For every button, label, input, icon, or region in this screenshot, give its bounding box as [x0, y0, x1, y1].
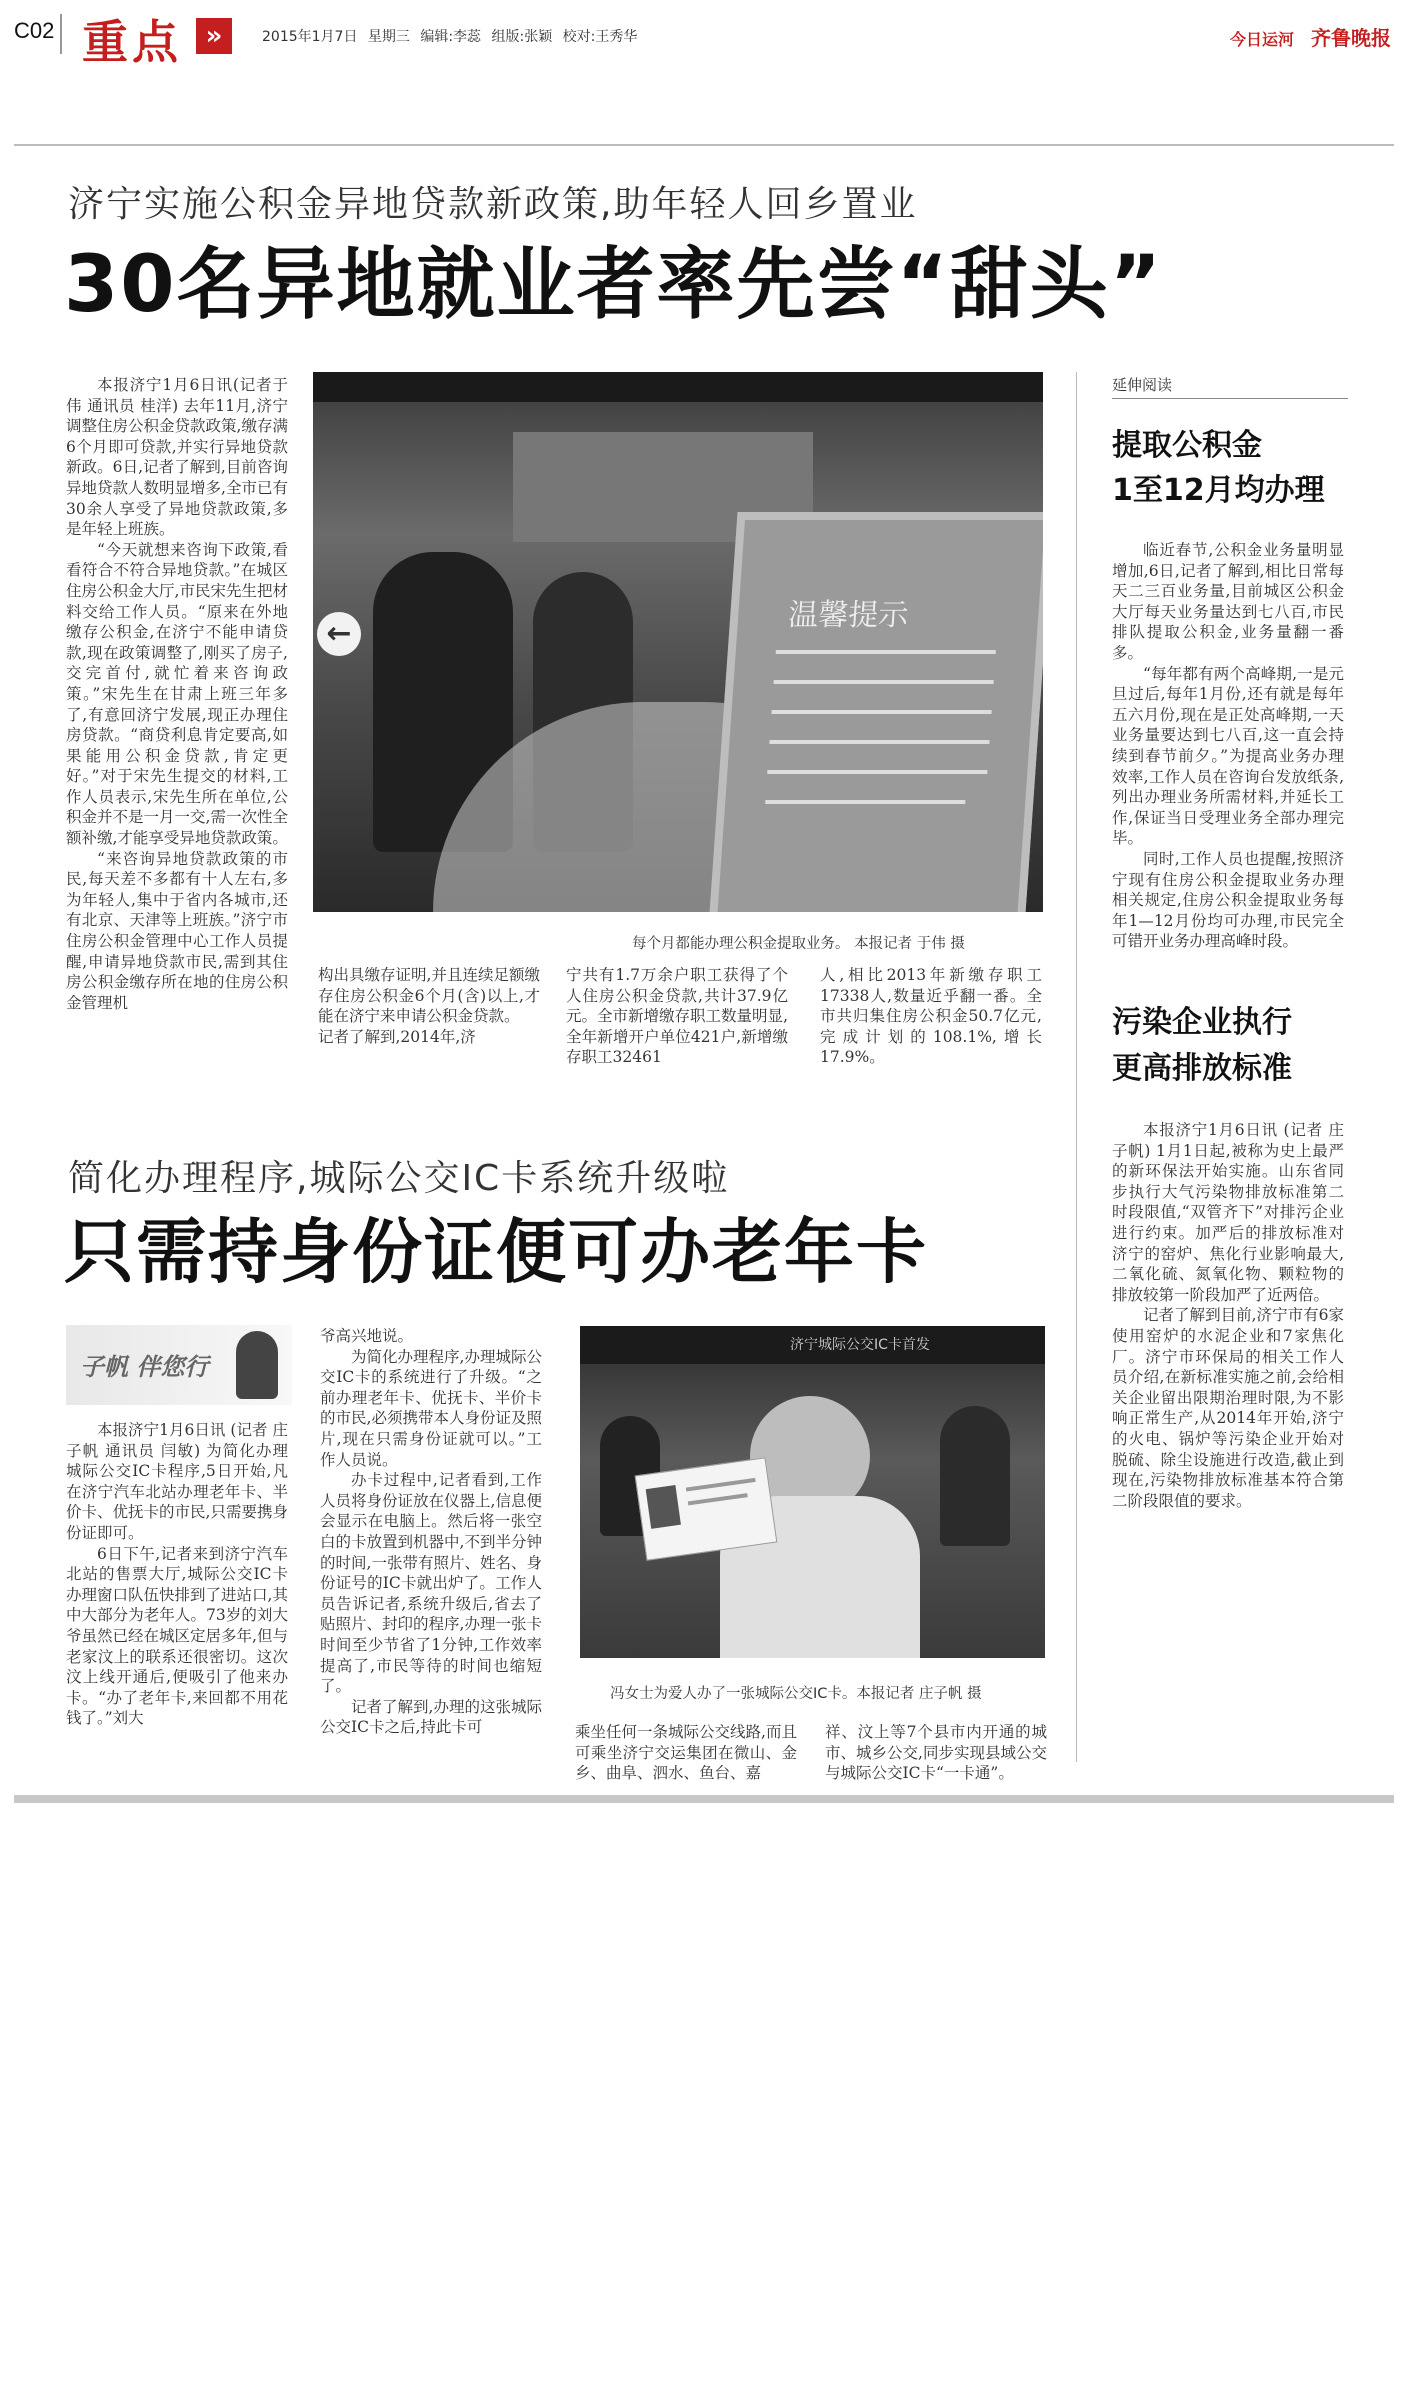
- paragraph: 本报济宁1月6日讯 (记者 庄子帆 通讯员 闫敏) 为简化办理城际公交IC卡程序,5日开始,凡在济宁汽车北站办理老年卡、半价卡、优抚卡的市民,只需要携身份证即可。: [66, 1421, 288, 1542]
- paragraph: 本报济宁1月6日讯(记者于伟 通讯员 桂洋) 去年11月,济宁调整住房公积金贷款政策,缴存满6个月即可贷款,并实行异地贷款新政。6日,记者了解到,目前咨询异地贷款人数明显增多,全市已有30余人享受了异地贷款政策,多是年轻上班族。: [66, 376, 288, 539]
- bystander-silhouette: [940, 1406, 1010, 1546]
- notice-sign: [708, 512, 1043, 912]
- sidebar-body-2: [1112, 1120, 1344, 1511]
- paragraph: “每年都有两个高峰期,一是元旦过后,每年1月份,还有就是每年五六月份,现在是正处高峰期,一天业务量要达到七八百,这一直会持续到春节前夕。”为提高业务办理效率,工作人员在咨询台发放纸条,列出办理业务所需材料,并延长工作,保证当日受理业务全部办理完毕。: [1112, 664, 1344, 848]
- paragraph: 本报济宁1月6日讯 (记者 庄子帆) 1月1日起,被称为史上最严的新环保法开始实施。山东省同步执行大气污染物排放标准第二时段限值,“双管齐下”对排污企业进行约束。加严后的排放标准对济宁的窑炉、焦化行业影响最大,二氧化硫、氮氧化物、颗粒物的排放较第一阶段加严了近两倍。: [1112, 1121, 1344, 1304]
- story1-column-3: 宁共有1.7万余户职工获得了个人住房公积金贷款,共计37.9亿元。全市新增缴存职工数量明显,全年新增开户单位421户,新增缴存职工32461: [566, 966, 788, 1067]
- paragraph: 爷高兴地说。: [320, 1327, 414, 1345]
- card-text-line: [686, 1478, 756, 1492]
- story2-column-1: [66, 1420, 288, 1729]
- brand: [1230, 22, 1391, 51]
- notice-sign-title: 温馨提示: [787, 598, 910, 633]
- notice-sign-text-line: [765, 800, 965, 804]
- story1-column-2: 构出具缴存证明,并且连续足额缴存住房公积金6个月(含)以上,才能在济宁来申请公积金贷款。 记者了解到,2014年,济: [318, 966, 540, 1046]
- column-badge-text: 子帆 伴您行: [80, 1353, 209, 1381]
- sidebar-tag: 延伸阅读: [1112, 374, 1348, 399]
- story2-column-3: 乘坐任何一条城际公交线路,而且可乘坐济宁交运集团在微山、金乡、曲阜、泗水、鱼台、嘉: [575, 1723, 797, 1783]
- notice-sign-text-line: [774, 680, 994, 684]
- paragraph: 记者了解到目前,济宁市有6家使用窑炉的水泥企业和7家焦化厂。济宁市环保局的相关工作人员介绍,在新标准实施之前,会给相关企业留出限期治理时限,为不影响正常生产,从2014年开始,济宁的火电、锅炉等污染企业开始对脱硫、除尘设施进行改造,截止到现在,污染物排放标准基本符合第二阶段限值的要求。: [1112, 1306, 1344, 1510]
- notice-sign-text-line: [769, 740, 989, 744]
- sidebar-title-line-1: 提取公积金: [1112, 428, 1262, 463]
- top-rule: [14, 144, 1394, 146]
- page-number: C02: [14, 18, 55, 43]
- story1-photo-caption: 每个月都能办理公积金提取业务。 本报记者 于伟 摄: [632, 936, 965, 952]
- paragraph: 办卡过程中,记者看到,工作人员将身份证放在仪器上,信息便会显示在电脑上。然后将一张空白的卡放置到机器中,不到半分钟的时间,一张带有照片、姓名、身份证号的IC卡就出炉了。工作人员告诉记者,系统升级后,省去了贴照片、封印的程序,办理一张卡时间至少节省了1分钟,工作效率提高了,市民等待的时间也缩短了。: [320, 1471, 542, 1696]
- section-title: 重点: [82, 15, 182, 69]
- brand-sub: 今日运河: [1230, 30, 1295, 49]
- story1-column-1: [66, 375, 288, 1013]
- card-text-line: [688, 1493, 748, 1505]
- sidebar-title-line-2: 1至12月均办理: [1112, 473, 1325, 508]
- notice-sign-text-line: [767, 770, 987, 774]
- story1-kicker: 济宁实施公积金异地贷款新政策,助年轻人回乡置业: [68, 184, 918, 225]
- paragraph: “今天就想来咨询下政策,看看符合不符合异地贷款。”在城区住房公积金大厅,市民宋先生把材料交给工作人员。“原来在外地缴存公积金,在济宁不能申请贷款,现在政策调整了,刚买了房子,交完首付,就忙着来咨询政策。”宋先生在甘肃上班三年多了,有意回济宁发展,现正办理住房贷款。“商贷利息肯定要高,如果能用公积金贷款,肯定更好。”对于宋先生提交的材料,工作人员表示,宋先生所在单位,公积金并不是一月一交,需一次性全额补缴,才能享受异地贷款政策。: [66, 540, 288, 848]
- reporter-portrait: [236, 1331, 278, 1399]
- story2-kicker: 简化办理程序,城际公交IC卡系统升级啦: [68, 1158, 730, 1199]
- column-badge: [66, 1325, 292, 1405]
- story1-column-4: 人,相比2013年新缴存职工17338人,数量近乎翻一番。全市共归集住房公积金50.7亿元,完成计划的108.1%,增长17.9%。: [820, 966, 1042, 1067]
- story1-photo: [313, 372, 1043, 912]
- story2-column-2: [320, 1326, 542, 1738]
- paragraph: 6日下午,记者来到济宁汽车北站的售票大厅,城际公交IC卡办理窗口队伍快排到了进站口,其中大部分为老年人。73岁的刘大爷虽然已经在城区定居多年,但与老家汶上的联系还很密切。这次汶上线开通后,便吸引了他来办卡。“办了老年卡,来回都不用花钱了。”刘大: [66, 1544, 288, 1728]
- counter-signboard: [313, 372, 1043, 402]
- sidebar-body-1: [1112, 540, 1344, 952]
- column-divider: [1076, 372, 1077, 1762]
- issue-meta: 2015年1月7日 星期三 编辑:李蕊 组版:张颖 校对:王秀华: [262, 29, 638, 45]
- ic-card: [635, 1457, 778, 1561]
- brand-name: 齐鲁晚报: [1311, 26, 1391, 50]
- paragraph: 临近春节,公积金业务量明显增加,6日,记者了解到,相比日常每天二三百业务量,目前城区公积金大厅每天业务量达到七八百,市民排队提取公积金,业务量翻一番多。: [1112, 541, 1344, 662]
- photo-banner: 济宁城际公交IC卡首发: [790, 1337, 930, 1353]
- story2-photo: [580, 1326, 1045, 1658]
- left-arrow-icon[interactable]: ←: [317, 612, 361, 656]
- paragraph: 同时,工作人员也提醒,按照济宁现有住房公积金提取业务办理相关规定,住房公积金提取业务每年1—12月份均可办理,市民完全可错开业务办理高峰时段。: [1112, 849, 1344, 951]
- card-photo: [646, 1485, 681, 1529]
- story2-headline: 只需持身份证便可办老年卡: [64, 1211, 928, 1293]
- story2-column-4: 祥、汶上等7个县市内开通的城市、城乡公交,同步实现县域公交与城际公交IC卡“一卡通”。: [825, 1723, 1047, 1783]
- notice-sign-text-line: [776, 650, 996, 654]
- paragraph: 为简化办理程序,办理城际公交IC卡的系统进行了升级。“之前办理老年卡、优抚卡、半价卡的市民,必须携带本人身份证及照片,现在只需身份证就可以。”工作人员说。: [320, 1347, 542, 1469]
- story1-headline: 30名异地就业者率先尝“甜头”: [64, 240, 1164, 330]
- notice-sign-text-line: [771, 710, 991, 714]
- bottom-rule: [14, 1795, 1394, 1803]
- story2-photo-caption: 冯女士为爱人办了一张城际公交IC卡。本报记者 庄子帆 摄: [610, 1686, 982, 1702]
- sidebar-title-line-3: 污染企业执行: [1112, 1005, 1292, 1040]
- paragraph: “来咨询异地贷款政策的市民,每天差不多都有十人左右,多为年轻人,集中于省内各城市,还有北京、天津等上班族。”济宁市住房公积金管理中心工作人员提醒,申请异地贷款市民,需到其住房公积金缴存所在地的住房公积金管理机: [66, 849, 288, 1012]
- paragraph: 记者了解到,办理的这张城际公交IC卡之后,持此卡可: [320, 1697, 542, 1737]
- double-chevron-icon: »: [196, 18, 232, 54]
- sidebar-title-line-4: 更高排放标准: [1112, 1051, 1292, 1086]
- header-divider: [60, 14, 62, 54]
